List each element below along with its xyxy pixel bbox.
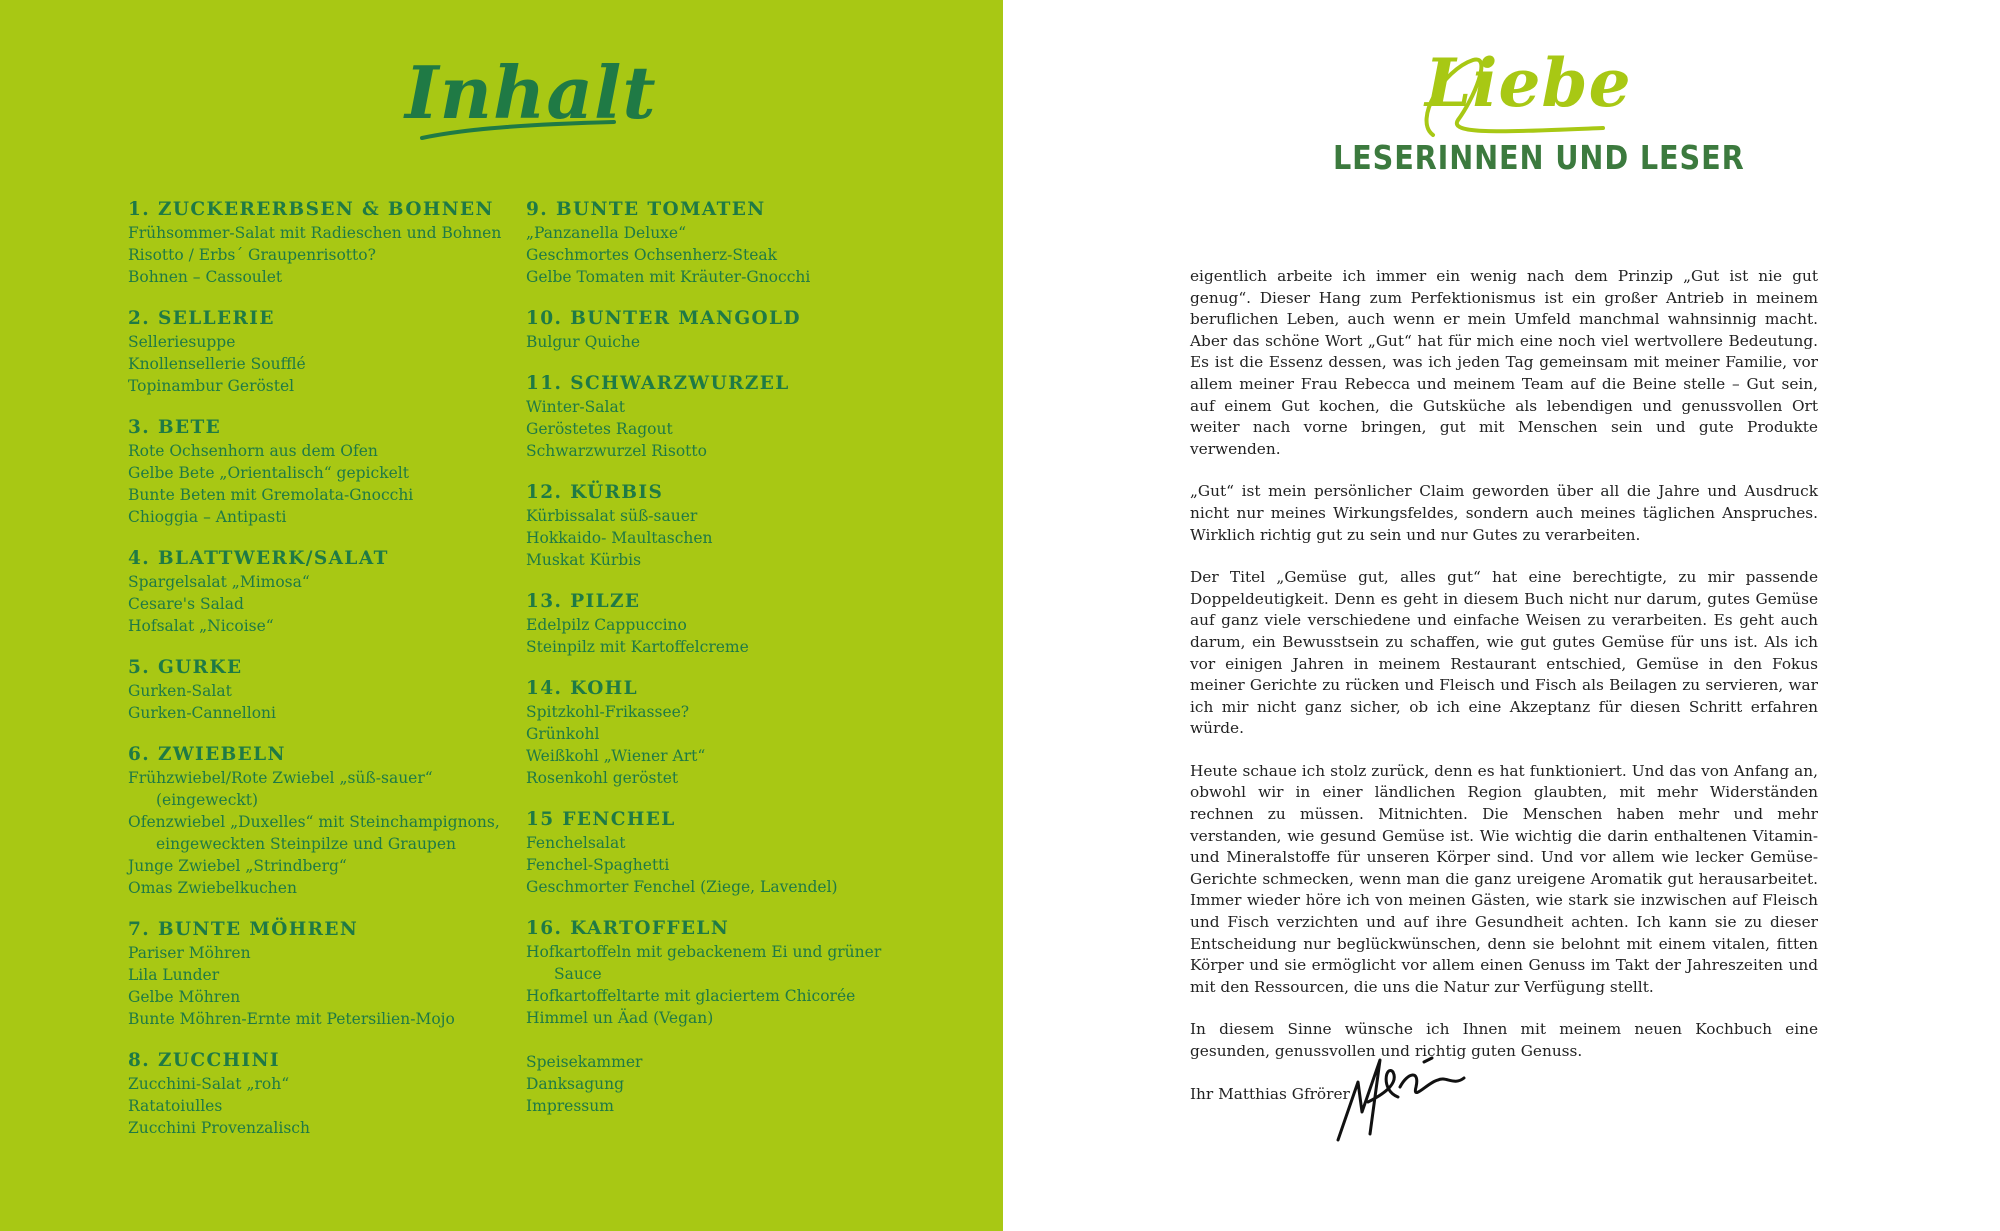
toc-entry: Junge Zwiebel „Strindberg“ (128, 857, 347, 875)
toc-section-heading: 8. ZUCCHINI (128, 1050, 280, 1071)
toc-section (526, 917, 916, 1029)
toc-entry: Hokkaido- Maultaschen (526, 529, 713, 547)
toc-entry: Omas Zwiebelkuchen (128, 879, 297, 897)
toc-entry: Kürbissalat süß-sauer (526, 507, 698, 525)
toc-entry: Zucchini Provenzalisch (128, 1119, 310, 1137)
toc-section-heading: 6. ZWIEBELN (128, 744, 286, 765)
letter-paragraph: „Gut“ ist mein persönlicher Claim geworden über all die Jahre und Ausdruck nicht nur meines Wirkungsfeldes, sondern auch meines täglichen Anspruches. Wirklich richtig gut zu sein und nur Gutes zu verarbeiten. (1190, 482, 1818, 544)
toc-entry: Knollensellerie Soufflé (128, 355, 306, 373)
toc-entry: Geschmorter Fenchel (Ziege, Lavendel) (526, 878, 838, 896)
toc-entry: Hofkartoffeltarte mit glaciertem Chicorée (526, 987, 856, 1005)
toc-entry: Topinambur Geröstel (128, 377, 295, 395)
toc-entry: Chioggia – Antipasti (128, 508, 287, 526)
toc-entry: Hofkartoffeln mit gebackenem Ei und grüner Sauce (526, 943, 882, 983)
toc-column-left (128, 198, 518, 1158)
toc-entry: Bunte Beten mit Gremolata-Gnocchi (128, 486, 414, 504)
toc-entry: Geröstetes Ragout (526, 420, 673, 438)
toc-entry: Pariser Möhren (128, 944, 251, 962)
toc-entry: Muskat Kürbis (526, 551, 642, 569)
toc-entry: Bohnen – Cassoulet (128, 268, 283, 286)
toc-entry: Hofsalat „Nicoise“ (128, 617, 274, 635)
toc-section (128, 547, 518, 637)
letter-paragraph: Der Titel „Gemüse gut, alles gut“ hat eine berechtigte, zu mir passende Doppeldeutigkeit. Denn es geht in diesem Buch nicht nur darum, gutes Gemüse auf ganz viele verschiedene und einfache Weisen zu verarbeiten. Es geht auch darum, ein Bewusstsein zu schaffen, wie gut gutes Gemüse für uns ist. Als ich vor einigen Jahren in meinem Restaurant entschied, Gemüse in den Fokus meiner Gerichte zu rücken und Fleisch und Fisch als Beilagen zu servieren, war ich mir nicht ganz sicher, ob ich eine Akzeptanz für diesen Schritt erfahren würde. (1190, 568, 1818, 738)
toc-entry: Grünkohl (526, 725, 600, 743)
toc-section (526, 307, 916, 353)
toc-section (526, 590, 916, 658)
toc-entry: Bunte Möhren-Ernte mit Petersilien-Mojo (128, 1010, 455, 1028)
greeting-script: Liebe (1425, 44, 1632, 122)
toc-extra-entry: Danksagung (526, 1075, 625, 1093)
toc-section-heading: 5. GURKE (128, 657, 243, 678)
toc-section (128, 743, 518, 899)
toc-entry: Gelbe Bete „Orientalisch“ gepickelt (128, 464, 409, 482)
toc-section-heading: 1. ZUCKERERBSEN & BOHNEN (128, 199, 494, 220)
toc-entry: Gurken-Cannelloni (128, 704, 276, 722)
toc-section-heading: 16. KARTOFFELN (526, 918, 730, 939)
toc-entry: Gelbe Möhren (128, 988, 241, 1006)
toc-section (128, 1049, 518, 1139)
toc-entry: Risotto / Erbs´ Graupenrisotto? (128, 246, 376, 264)
toc-extras (526, 1051, 916, 1117)
toc-entry: Zucchini-Salat „roh“ (128, 1075, 290, 1093)
toc-entry: Schwarzwurzel Risotto (526, 442, 707, 460)
toc-entry: Selleriesuppe (128, 333, 236, 351)
toc-entry: Steinpilz mit Kartoffelcreme (526, 638, 749, 656)
toc-entry: Winter-Salat (526, 398, 625, 416)
toc-section-heading: 4. BLATTWERK/SALAT (128, 548, 389, 569)
letter-paragraph: Heute schaue ich stolz zurück, denn es hat funktioniert. Und das von Anfang an, obwohl wir in einer ländlichen Region glaubten, mit mehr Widerständen rechnen zu müssen. Mitnichten. Die Menschen haben mehr und mehr verstanden, wie gesund Gemüse ist. Wie wichtig die darin enthaltenen Vitamin- und Mineralstoffe für unseren Körper sind. Und vor allem wie lecker Gemüse-Gerichte schmecken, wenn man die ganz ureigene Aromatik gut herausarbeitet. Immer wieder höre ich von meinen Gästen, wie stark sie inzwischen auf Fleisch und Fisch verzichten und auf ihre Gesundheit achten. Ich kann sie zu dieser Entscheidung nur beglückwünschen, denn sie belohnt mit einem vitalen, fitten Körper und sie ermöglicht vor allem einen Genuss im Takt der Jahreszeiten und mit den Ressourcen, die uns die Natur zur Verfügung stellt. (1190, 761, 1818, 996)
toc-extra-entry: Speisekammer (526, 1053, 643, 1071)
toc-entry: Rote Ochsenhorn aus dem Ofen (128, 442, 378, 460)
toc-entry: Rosenkohl geröstet (526, 769, 679, 787)
toc-entry: Gelbe Tomaten mit Kräuter-Gnocchi (526, 268, 811, 286)
toc-section-heading: 11. SCHWARZWURZEL (526, 373, 790, 394)
greeting-heading: LESERINNEN UND LESER (1333, 138, 1745, 177)
toc-section-heading: 3. BETE (128, 417, 222, 438)
signature-icon (1328, 1042, 1468, 1147)
toc-section-heading: 14. KOHL (526, 678, 639, 699)
toc-entry: „Panzanella Deluxe“ (526, 224, 687, 242)
toc-section (128, 307, 518, 397)
toc-entry: Ofenzwiebel „Duxelles“ mit Steinchampignons, eingeweckten Steinpilze und Graupen (128, 813, 500, 853)
toc-section-heading: 15 FENCHEL (526, 809, 676, 830)
toc-section (526, 481, 916, 571)
toc-section (128, 918, 518, 1030)
toc-entry: Fenchel-Spaghetti (526, 856, 670, 874)
toc-entry: Spitzkohl-Frikassee? (526, 703, 690, 721)
letter-page (1003, 0, 2000, 1231)
toc-section (128, 198, 518, 288)
toc-entry: Cesare's Salad (128, 595, 244, 613)
toc-section (526, 808, 916, 898)
toc-section-heading: 10. BUNTER MANGOLD (526, 308, 801, 329)
toc-section-heading: 13. PILZE (526, 591, 641, 612)
toc-entry: Spargelsalat „Mimosa“ (128, 573, 310, 591)
toc-section (128, 656, 518, 724)
toc-section-heading: 9. BUNTE TOMATEN (526, 199, 766, 220)
toc-entry: Gurken-Salat (128, 682, 232, 700)
letter-paragraph: eigentlich arbeite ich immer ein wenig nach dem Prinzip „Gut ist nie gut genug“. Dieser Hang zum Perfektionismus ist ein großer Antrieb in meinem beruflichen Leben, auch wenn er mein Umfeld manchmal wahnsinnig macht. Aber das schöne Wort „Gut“ hat für mich eine noch viel wertvollere Bedeutung. Es ist die Essenz dessen, was ich jeden Tag gemeinsam mit meiner Familie, vor allem meiner Frau Rebecca und meinem Team auf die Beine stelle – Gut sein, auf einem Gut kochen, die Gutsküche als lebendigen und genussvollen Ort weiter nach vorne bringen, gut mit Menschen sein und gute Produkte verwenden. (1190, 267, 1818, 458)
toc-entry: Ratatoiulles (128, 1097, 223, 1115)
toc-entry: Edelpilz Cappuccino (526, 616, 687, 634)
letter-paragraph: In diesem Sinne wünsche ich Ihnen mit meinem neuen Kochbuch eine gesunden, genussvollen und richtig guten Genuss. (1190, 1020, 1818, 1060)
toc-section-heading: 2. SELLERIE (128, 308, 275, 329)
letter-body (1190, 266, 1818, 1105)
toc-entry: Fenchelsalat (526, 834, 626, 852)
toc-entry: Frühzwiebel/Rote Zwiebel „süß-sauer“ (eingeweckt) (128, 769, 433, 809)
toc-entry: Bulgur Quiche (526, 333, 641, 351)
toc-extra-entry: Impressum (526, 1097, 614, 1115)
toc-section (526, 198, 916, 288)
toc-section-heading: 12. KÜRBIS (526, 482, 664, 503)
toc-entry: Himmel un Äad (Vegan) (526, 1009, 714, 1027)
toc-section (526, 372, 916, 462)
title-underline-icon (418, 118, 618, 146)
toc-section (128, 416, 518, 528)
toc-entry: Frühsommer-Salat mit Radieschen und Bohnen (128, 224, 502, 242)
contents-title: Inhalt (405, 50, 657, 135)
toc-entry: Lila Lunder (128, 966, 220, 984)
toc-section (526, 677, 916, 789)
toc-section-heading: 7. BUNTE MÖHREN (128, 919, 359, 940)
toc-column-right (526, 198, 916, 1117)
toc-entry: Weißkohl „Wiener Art“ (526, 747, 706, 765)
sign-off: Ihr Matthias Gfrörer (1190, 1084, 1350, 1103)
toc-entry: Geschmortes Ochsenherz-Steak (526, 246, 777, 264)
